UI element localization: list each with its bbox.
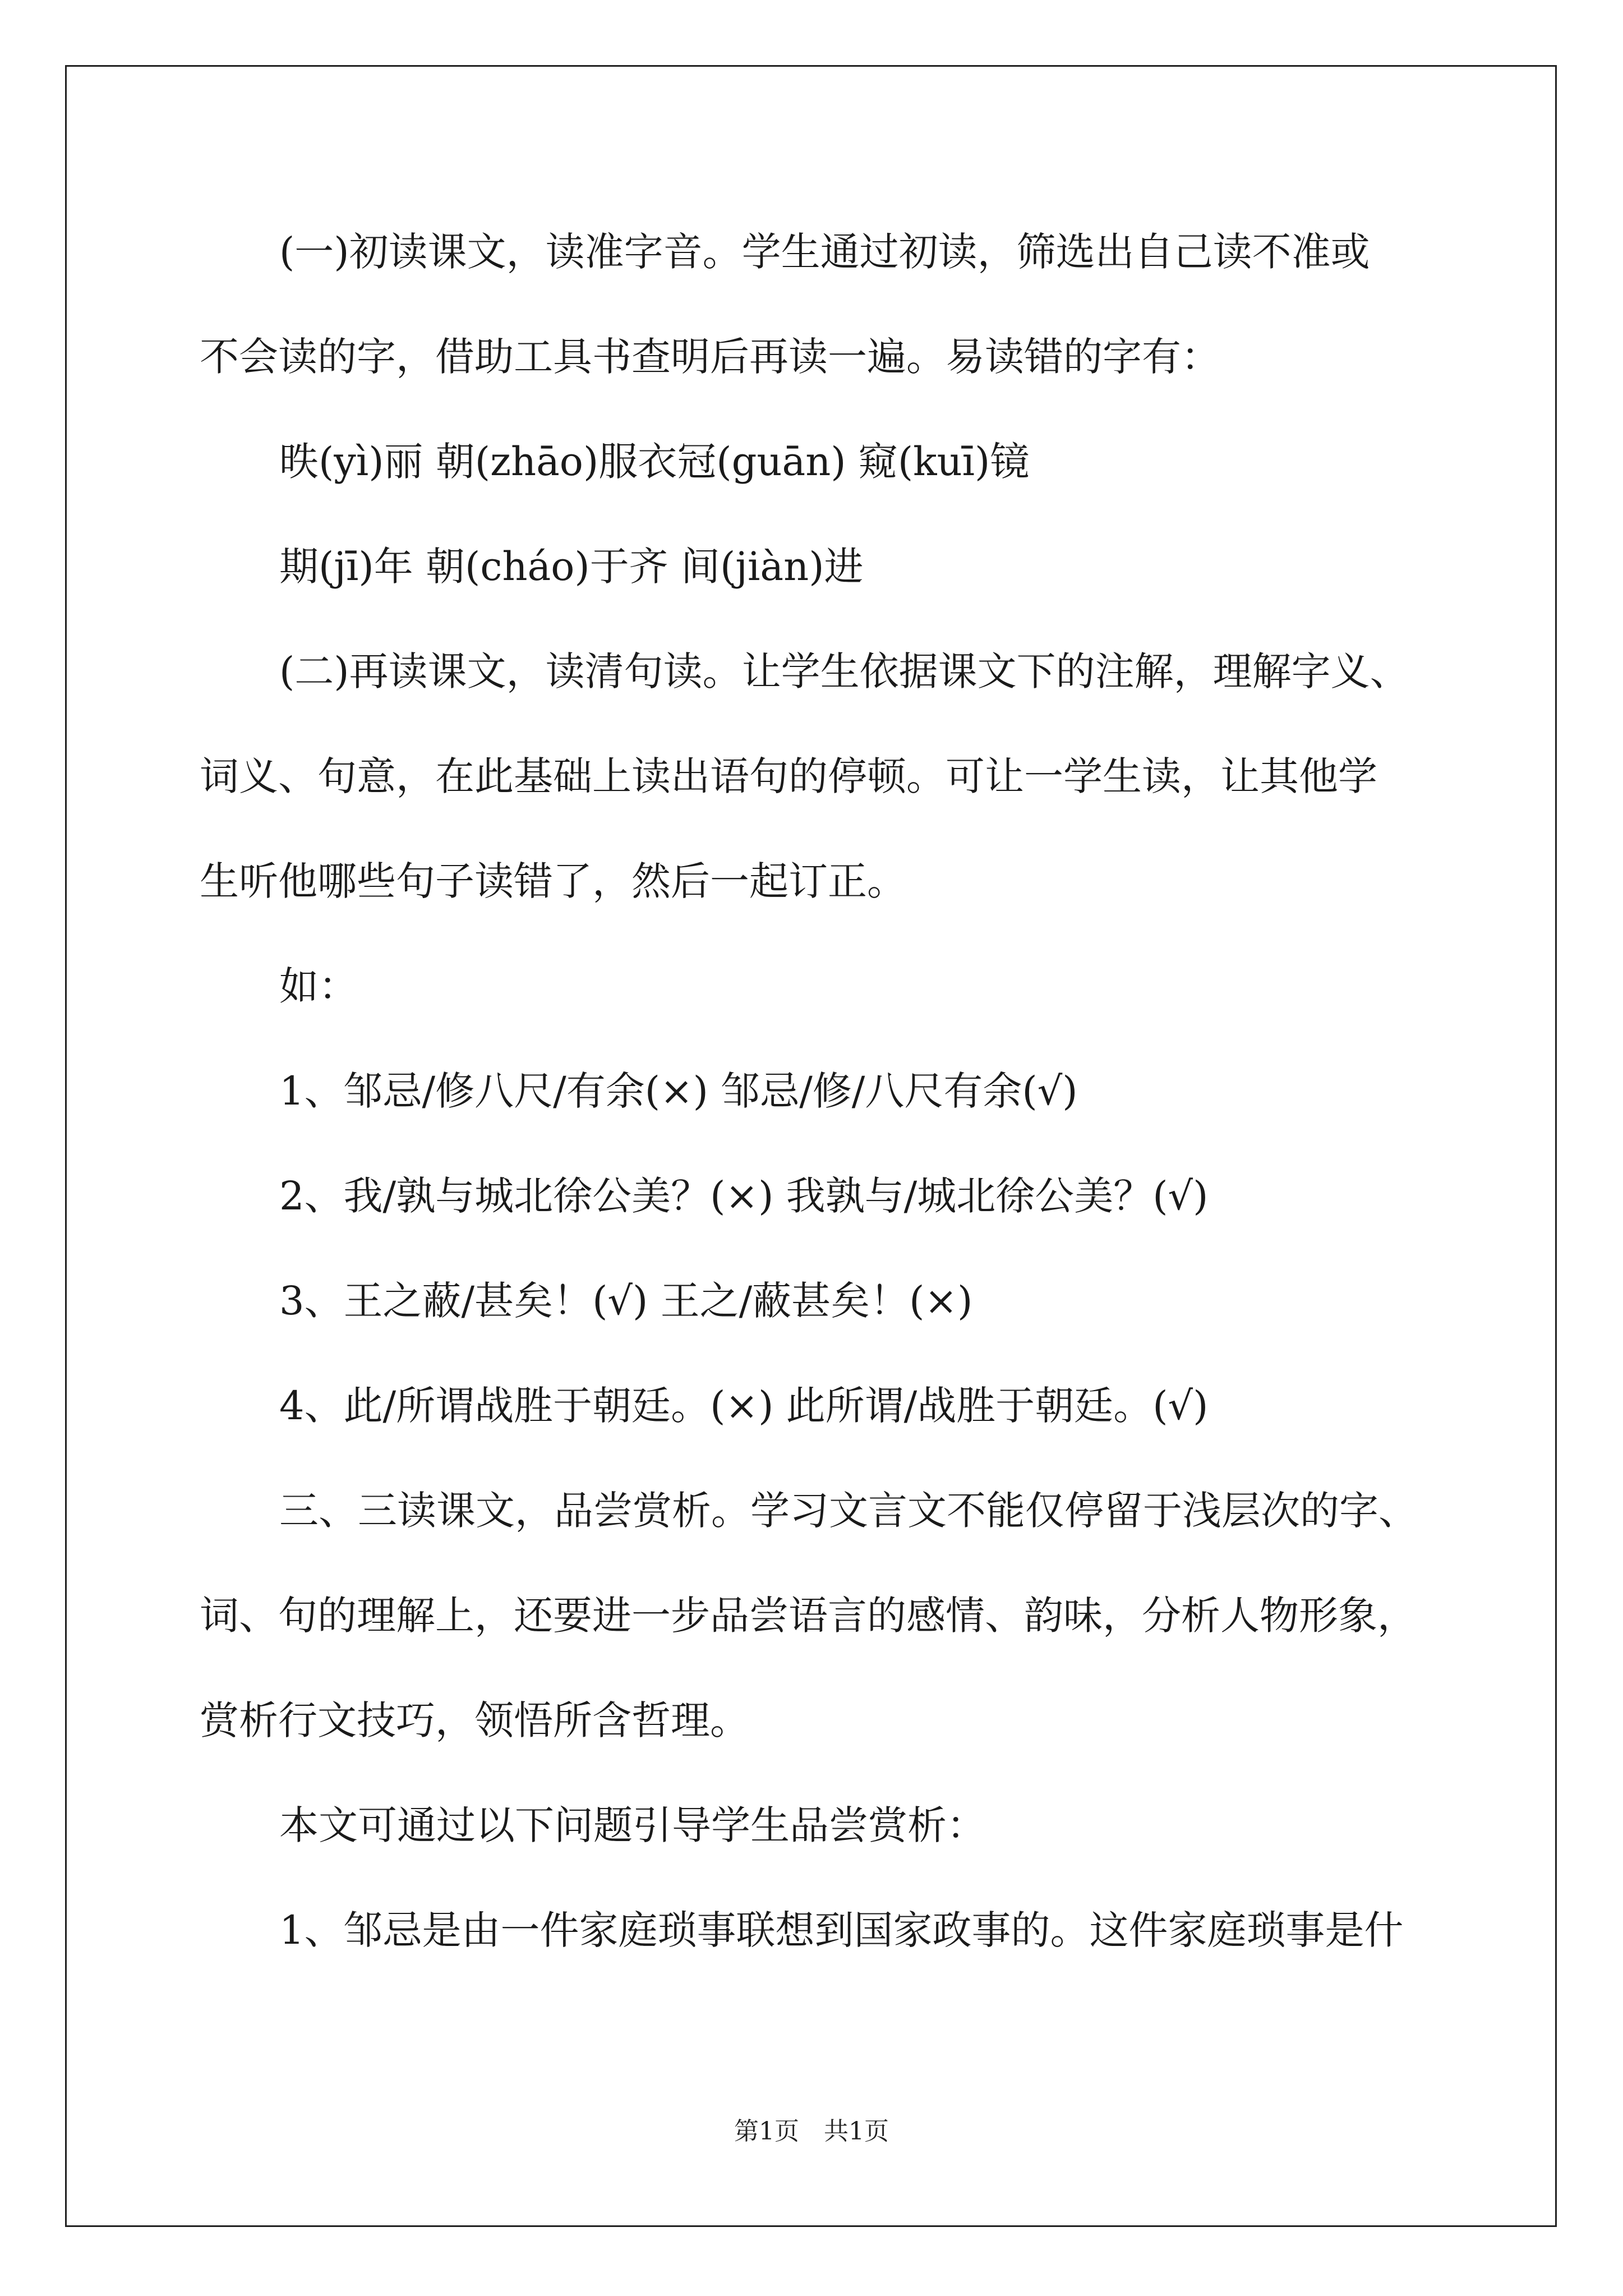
paragraph-line: (二)再读课文，读清句读。让学生依据课文下的注解，理解字义、 (279, 648, 1409, 694)
paragraph-line: (一)初读课文，读准字音。学生通过初读，筛选出自己读不准或 (279, 229, 1370, 275)
paragraph-line: 昳(yì)丽 朝(zhāo)服衣冠(guān) 窥(kuī)镜 (279, 439, 1030, 485)
paragraph-line: 如： (279, 963, 358, 1009)
paragraph-line: 不会读的字，借助工具书查明后再读一遍。易读错的字有： (200, 334, 1220, 380)
paragraph-line: 词、句的理解上，还要进一步品尝语言的感情、韵味，分析人物形象， (200, 1593, 1417, 1639)
paragraph-line: 词义、句意，在此基础上读出语句的停顿。可让一学生读，让其他学 (200, 753, 1377, 799)
document-body (200, 224, 1467, 2008)
paragraph-line: 2、我/孰与城北徐公美？(×) 我孰与/城北徐公美？(√) (279, 1173, 1209, 1219)
paragraph-line: 期(jī)年 朝(cháo)于齐 间(jiàn)进 (279, 544, 864, 590)
paragraph-line: 1、邹忌/修八尺/有余(×) 邹忌/修/八尺有余(√) (279, 1068, 1078, 1114)
paragraph-line: 1、邹忌是由一件家庭琐事联想到国家政事的。这件家庭琐事是什 (279, 1907, 1404, 1953)
paragraph-line: 赏析行文技巧，领悟所含哲理。 (200, 1697, 749, 1743)
paragraph-line: 3、王之蔽/甚矣！(√) 王之/蔽甚矣！(×) (279, 1278, 973, 1324)
page-footer: 第1页 共1页 (734, 2117, 889, 2146)
paragraph-line: 生听他哪些句子读错了，然后一起订正。 (200, 858, 906, 904)
paragraph-line: 本文可通过以下问题引导学生品尝赏析： (279, 1802, 986, 1848)
paragraph-line: 4、此/所谓战胜于朝廷。(×) 此所谓/战胜于朝廷。(√) (279, 1383, 1209, 1429)
paragraph-line: 三、三读课文，品尝赏析。学习文言文不能仅停留于浅层次的字、 (279, 1488, 1418, 1534)
